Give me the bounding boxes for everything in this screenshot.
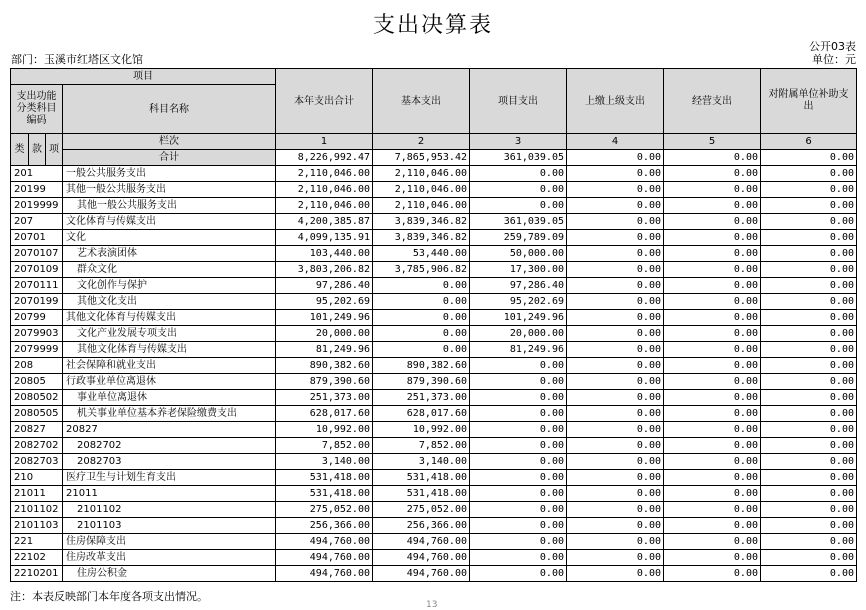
- header-row-project: [11, 69, 857, 85]
- row-value-6: 0.00: [761, 342, 857, 358]
- row-subject-name: 住房公积金: [63, 566, 276, 582]
- row-value-3: 0.00: [470, 566, 567, 582]
- row-code: 2070199: [11, 294, 63, 310]
- row-subject-name: 其他一般公共服务支出: [63, 182, 276, 198]
- row-value-5: 0.00: [664, 214, 761, 230]
- row-code: 2101102: [11, 502, 63, 518]
- row-value-6: 0.00: [761, 454, 857, 470]
- row-code: 2070109: [11, 262, 63, 278]
- row-value-2: 2,110,046.00: [373, 182, 470, 198]
- row-value-4: 0.00: [567, 294, 664, 310]
- total-value-5: 0.00: [664, 150, 761, 166]
- col-num-5: 5: [664, 134, 761, 150]
- row-value-6: 0.00: [761, 246, 857, 262]
- row-value-4: 0.00: [567, 214, 664, 230]
- row-value-1: 81,249.96: [276, 342, 373, 358]
- row-value-2: 251,373.00: [373, 390, 470, 406]
- row-value-3: 0.00: [470, 166, 567, 182]
- row-value-1: 4,099,135.91: [276, 230, 373, 246]
- row-value-1: 628,017.60: [276, 406, 373, 422]
- row-value-4: 0.00: [567, 246, 664, 262]
- row-value-5: 0.00: [664, 166, 761, 182]
- row-value-2: 2,110,046.00: [373, 198, 470, 214]
- row-value-1: 3,803,206.82: [276, 262, 373, 278]
- row-value-1: 879,390.60: [276, 374, 373, 390]
- row-value-6: 0.00: [761, 566, 857, 582]
- row-value-6: 0.00: [761, 262, 857, 278]
- total-value-1: 8,226,992.47: [276, 150, 373, 166]
- table-row: [11, 294, 857, 310]
- row-value-3: 361,039.05: [470, 214, 567, 230]
- row-value-5: 0.00: [664, 550, 761, 566]
- total-value-2: 7,865,953.42: [373, 150, 470, 166]
- row-value-3: 0.00: [470, 438, 567, 454]
- row-value-4: 0.00: [567, 438, 664, 454]
- row-value-4: 0.00: [567, 182, 664, 198]
- row-value-5: 0.00: [664, 358, 761, 374]
- row-code: 2210201: [11, 566, 63, 582]
- total-value-6: 0.00: [761, 150, 857, 166]
- row-value-3: 0.00: [470, 182, 567, 198]
- col-num-6: 6: [761, 134, 857, 150]
- col-num-3: 3: [470, 134, 567, 150]
- row-subject-name: 其他一般公共服务支出: [63, 198, 276, 214]
- row-value-1: 7,852.00: [276, 438, 373, 454]
- row-value-3: 0.00: [470, 502, 567, 518]
- row-code: 2070107: [11, 246, 63, 262]
- row-value-1: 256,366.00: [276, 518, 373, 534]
- row-value-6: 0.00: [761, 182, 857, 198]
- row-code: 208: [11, 358, 63, 374]
- row-value-4: 0.00: [567, 166, 664, 182]
- row-value-1: 97,286.40: [276, 278, 373, 294]
- row-value-4: 0.00: [567, 390, 664, 406]
- row-subject-name: 2101103: [63, 518, 276, 534]
- row-value-1: 4,200,385.87: [276, 214, 373, 230]
- row-subject-name: 群众文化: [63, 262, 276, 278]
- row-value-5: 0.00: [664, 182, 761, 198]
- table-row: [11, 502, 857, 518]
- row-subject-name: 其他文化体育与传媒支出: [63, 342, 276, 358]
- row-code: 2079999: [11, 342, 63, 358]
- row-code: 207: [11, 214, 63, 230]
- row-value-2: 10,992.00: [373, 422, 470, 438]
- row-value-1: 3,140.00: [276, 454, 373, 470]
- row-value-5: 0.00: [664, 502, 761, 518]
- row-value-4: 0.00: [567, 326, 664, 342]
- row-value-5: 0.00: [664, 406, 761, 422]
- table-row: [11, 470, 857, 486]
- header-column-order: 栏次: [63, 134, 276, 150]
- row-value-5: 0.00: [664, 278, 761, 294]
- row-value-6: 0.00: [761, 214, 857, 230]
- table-row: [11, 166, 857, 182]
- row-value-3: 0.00: [470, 486, 567, 502]
- row-value-6: 0.00: [761, 486, 857, 502]
- row-value-5: 0.00: [664, 246, 761, 262]
- row-value-4: 0.00: [567, 534, 664, 550]
- row-value-6: 0.00: [761, 470, 857, 486]
- row-subject-name: 住房保障支出: [63, 534, 276, 550]
- row-value-6: 0.00: [761, 502, 857, 518]
- row-value-1: 494,760.00: [276, 550, 373, 566]
- table-row: [11, 438, 857, 454]
- table-row: [11, 262, 857, 278]
- row-value-3: 81,249.96: [470, 342, 567, 358]
- row-value-1: 890,382.60: [276, 358, 373, 374]
- row-value-4: 0.00: [567, 278, 664, 294]
- row-subject-name: 其他文化支出: [63, 294, 276, 310]
- total-value-3: 361,039.05: [470, 150, 567, 166]
- row-code: 2080505: [11, 406, 63, 422]
- row-code: 20199: [11, 182, 63, 198]
- header-lei: 类: [11, 134, 29, 166]
- row-value-6: 0.00: [761, 374, 857, 390]
- row-value-4: 0.00: [567, 310, 664, 326]
- row-value-5: 0.00: [664, 230, 761, 246]
- table-row: [11, 214, 857, 230]
- row-value-1: 494,760.00: [276, 534, 373, 550]
- header-remit-upper: 上缴上级支出: [567, 69, 664, 134]
- row-code: 221: [11, 534, 63, 550]
- table-row: [11, 390, 857, 406]
- row-value-2: 531,418.00: [373, 486, 470, 502]
- row-value-6: 0.00: [761, 230, 857, 246]
- row-value-6: 0.00: [761, 358, 857, 374]
- row-value-5: 0.00: [664, 422, 761, 438]
- row-value-4: 0.00: [567, 550, 664, 566]
- row-value-2: 879,390.60: [373, 374, 470, 390]
- row-subject-name: 20827: [63, 422, 276, 438]
- row-value-6: 0.00: [761, 550, 857, 566]
- header-project: 项目: [11, 69, 276, 85]
- row-value-1: 20,000.00: [276, 326, 373, 342]
- row-code: 201: [11, 166, 63, 182]
- row-subject-name: 文化创作与保护: [63, 278, 276, 294]
- row-value-5: 0.00: [664, 454, 761, 470]
- col-num-2: 2: [373, 134, 470, 150]
- row-value-5: 0.00: [664, 518, 761, 534]
- row-value-4: 0.00: [567, 454, 664, 470]
- table-row: [11, 486, 857, 502]
- row-value-1: 103,440.00: [276, 246, 373, 262]
- row-value-2: 494,760.00: [373, 566, 470, 582]
- row-code: 2082703: [11, 454, 63, 470]
- row-value-3: 0.00: [470, 518, 567, 534]
- row-value-5: 0.00: [664, 294, 761, 310]
- page-number: 13: [426, 600, 438, 610]
- row-value-2: 0.00: [373, 342, 470, 358]
- row-value-3: 0.00: [470, 534, 567, 550]
- row-code: 20805: [11, 374, 63, 390]
- row-value-6: 0.00: [761, 198, 857, 214]
- row-value-3: 0.00: [470, 454, 567, 470]
- table-row: [11, 358, 857, 374]
- department-label: 部门：玉溪市红塔区文化馆: [11, 53, 143, 66]
- row-value-4: 0.00: [567, 198, 664, 214]
- table-row: [11, 374, 857, 390]
- row-code: 21011: [11, 486, 63, 502]
- header-basic: 基本支出: [373, 69, 470, 134]
- row-value-3: 0.00: [470, 390, 567, 406]
- row-value-4: 0.00: [567, 502, 664, 518]
- row-value-1: 251,373.00: [276, 390, 373, 406]
- row-value-4: 0.00: [567, 406, 664, 422]
- row-value-5: 0.00: [664, 534, 761, 550]
- table-row: [11, 342, 857, 358]
- row-value-1: 531,418.00: [276, 470, 373, 486]
- row-value-6: 0.00: [761, 422, 857, 438]
- row-value-2: 494,760.00: [373, 550, 470, 566]
- row-value-5: 0.00: [664, 374, 761, 390]
- row-value-3: 95,202.69: [470, 294, 567, 310]
- header-total: 本年支出合计: [276, 69, 373, 134]
- row-value-6: 0.00: [761, 326, 857, 342]
- row-value-3: 0.00: [470, 550, 567, 566]
- row-value-6: 0.00: [761, 310, 857, 326]
- row-value-4: 0.00: [567, 566, 664, 582]
- row-value-2: 628,017.60: [373, 406, 470, 422]
- row-code: 2101103: [11, 518, 63, 534]
- footnote: 注：本表反映部门本年度各项支出情况。: [10, 590, 208, 603]
- row-value-6: 0.00: [761, 166, 857, 182]
- table-row: [11, 198, 857, 214]
- row-value-2: 3,839,346.82: [373, 214, 470, 230]
- row-subject-name: 2101102: [63, 502, 276, 518]
- row-value-6: 0.00: [761, 294, 857, 310]
- table-row: [11, 230, 857, 246]
- row-value-4: 0.00: [567, 422, 664, 438]
- row-value-6: 0.00: [761, 406, 857, 422]
- row-value-4: 0.00: [567, 374, 664, 390]
- row-value-1: 2,110,046.00: [276, 166, 373, 182]
- row-value-3: 0.00: [470, 406, 567, 422]
- table-row: [11, 454, 857, 470]
- row-value-2: 0.00: [373, 326, 470, 342]
- row-subject-name: 医疗卫生与计划生育支出: [63, 470, 276, 486]
- table-row: [11, 310, 857, 326]
- row-value-5: 0.00: [664, 198, 761, 214]
- header-business: 经营支出: [664, 69, 761, 134]
- row-subject-name: 其他文化体育与传媒支出: [63, 310, 276, 326]
- row-value-1: 494,760.00: [276, 566, 373, 582]
- table-row: [11, 278, 857, 294]
- row-value-6: 0.00: [761, 278, 857, 294]
- row-value-6: 0.00: [761, 390, 857, 406]
- row-value-1: 95,202.69: [276, 294, 373, 310]
- table-row: [11, 326, 857, 342]
- row-value-3: 0.00: [470, 374, 567, 390]
- row-value-2: 494,760.00: [373, 534, 470, 550]
- row-subject-name: 2082703: [63, 454, 276, 470]
- row-subject-name: 行政事业单位离退休: [63, 374, 276, 390]
- row-value-1: 531,418.00: [276, 486, 373, 502]
- table-row: [11, 518, 857, 534]
- row-subject-name: 住房改革支出: [63, 550, 276, 566]
- row-value-2: 2,110,046.00: [373, 166, 470, 182]
- row-value-5: 0.00: [664, 486, 761, 502]
- header-kuan: 款: [29, 134, 46, 166]
- row-value-2: 890,382.60: [373, 358, 470, 374]
- row-value-2: 3,140.00: [373, 454, 470, 470]
- row-value-3: 17,300.00: [470, 262, 567, 278]
- header-func-code: 支出功能分类科目编码: [11, 85, 63, 134]
- row-value-3: 0.00: [470, 470, 567, 486]
- header-project-exp: 项目支出: [470, 69, 567, 134]
- row-value-3: 97,286.40: [470, 278, 567, 294]
- row-value-5: 0.00: [664, 470, 761, 486]
- row-subject-name: 文化: [63, 230, 276, 246]
- row-subject-name: 文化产业发展专项支出: [63, 326, 276, 342]
- header-subsidy: 对附属单位补助支出: [761, 69, 857, 134]
- row-value-2: 0.00: [373, 278, 470, 294]
- header-row-column-order: [11, 134, 857, 150]
- row-value-5: 0.00: [664, 310, 761, 326]
- table-row: [11, 406, 857, 422]
- row-value-2: 0.00: [373, 310, 470, 326]
- row-value-1: 2,110,046.00: [276, 182, 373, 198]
- row-value-6: 0.00: [761, 534, 857, 550]
- row-value-5: 0.00: [664, 566, 761, 582]
- table-row: [11, 534, 857, 550]
- row-value-4: 0.00: [567, 486, 664, 502]
- row-code: 210: [11, 470, 63, 486]
- row-code: 20799: [11, 310, 63, 326]
- row-value-1: 2,110,046.00: [276, 198, 373, 214]
- row-value-1: 101,249.96: [276, 310, 373, 326]
- row-value-2: 531,418.00: [373, 470, 470, 486]
- row-value-1: 275,052.00: [276, 502, 373, 518]
- row-code: 2080502: [11, 390, 63, 406]
- row-value-2: 275,052.00: [373, 502, 470, 518]
- row-value-6: 0.00: [761, 438, 857, 454]
- row-subject-name: 2082702: [63, 438, 276, 454]
- col-num-4: 4: [567, 134, 664, 150]
- row-value-5: 0.00: [664, 326, 761, 342]
- row-value-2: 3,839,346.82: [373, 230, 470, 246]
- table-row: [11, 246, 857, 262]
- row-subject-name: 21011: [63, 486, 276, 502]
- row-value-3: 0.00: [470, 198, 567, 214]
- row-value-3: 101,249.96: [470, 310, 567, 326]
- unit-label: 单位：元: [812, 53, 856, 66]
- row-value-3: 259,789.09: [470, 230, 567, 246]
- row-code: 2019999: [11, 198, 63, 214]
- row-subject-name: 文化体育与传媒支出: [63, 214, 276, 230]
- header-xiang: 项: [46, 134, 63, 166]
- row-value-4: 0.00: [567, 358, 664, 374]
- row-value-3: 50,000.00: [470, 246, 567, 262]
- row-value-5: 0.00: [664, 390, 761, 406]
- row-code: 20701: [11, 230, 63, 246]
- row-code: 2082702: [11, 438, 63, 454]
- table-row: [11, 182, 857, 198]
- row-value-4: 0.00: [567, 342, 664, 358]
- form-code: 公开03表: [809, 40, 856, 53]
- row-value-4: 0.00: [567, 470, 664, 486]
- table-row: [11, 422, 857, 438]
- total-value-4: 0.00: [567, 150, 664, 166]
- table-row: [11, 566, 857, 582]
- row-value-3: 0.00: [470, 422, 567, 438]
- row-subject-name: 机关事业单位基本养老保险缴费支出: [63, 406, 276, 422]
- table-row: [11, 550, 857, 566]
- row-value-4: 0.00: [567, 518, 664, 534]
- row-value-2: 3,785,906.82: [373, 262, 470, 278]
- totals-label: 合计: [63, 150, 276, 166]
- row-value-6: 0.00: [761, 518, 857, 534]
- row-value-5: 0.00: [664, 438, 761, 454]
- row-subject-name: 事业单位离退休: [63, 390, 276, 406]
- row-value-5: 0.00: [664, 342, 761, 358]
- row-value-4: 0.00: [567, 262, 664, 278]
- row-value-3: 0.00: [470, 358, 567, 374]
- row-value-2: 256,366.00: [373, 518, 470, 534]
- expenditure-table: [10, 68, 857, 582]
- row-code: 22102: [11, 550, 63, 566]
- row-code: 2079903: [11, 326, 63, 342]
- row-value-5: 0.00: [664, 262, 761, 278]
- row-value-2: 53,440.00: [373, 246, 470, 262]
- row-value-2: 7,852.00: [373, 438, 470, 454]
- row-value-1: 10,992.00: [276, 422, 373, 438]
- header-subject-name: 科目名称: [63, 85, 276, 134]
- row-subject-name: 一般公共服务支出: [63, 166, 276, 182]
- col-num-1: 1: [276, 134, 373, 150]
- row-code: 2070111: [11, 278, 63, 294]
- row-value-3: 20,000.00: [470, 326, 567, 342]
- row-value-4: 0.00: [567, 230, 664, 246]
- row-subject-name: 社会保障和就业支出: [63, 358, 276, 374]
- row-value-2: 0.00: [373, 294, 470, 310]
- totals-row: [11, 150, 857, 166]
- table-title: 支出决算表: [372, 13, 493, 38]
- row-subject-name: 艺术表演团体: [63, 246, 276, 262]
- row-code: 20827: [11, 422, 63, 438]
